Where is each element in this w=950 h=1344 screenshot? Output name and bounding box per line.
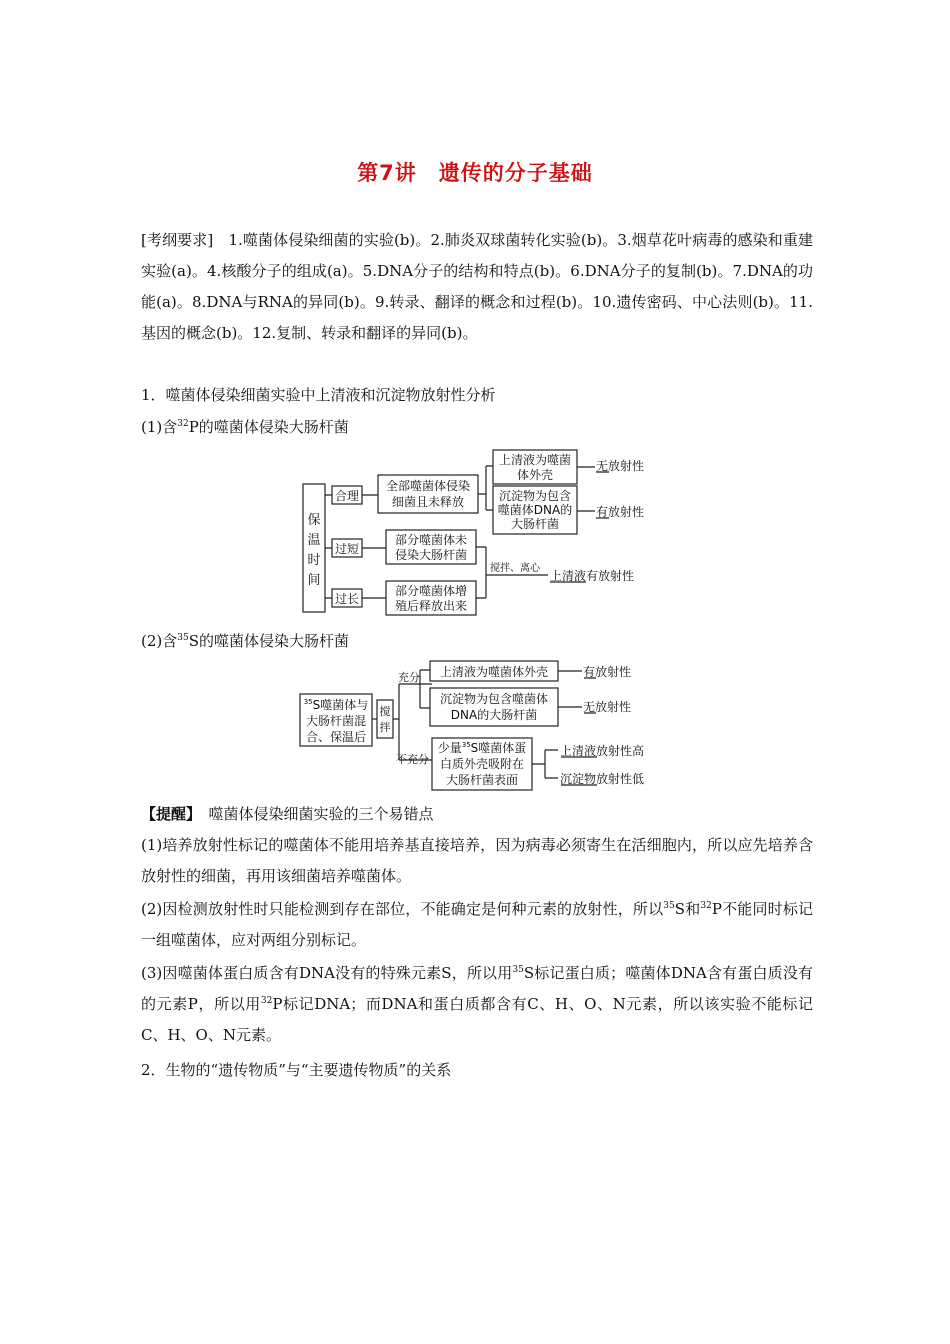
section-2-heading: 2．生物的“遗传物质”与“主要遗传物质”的关系 [141, 1061, 452, 1079]
page-title: 第7讲 遗传的分子基础 [357, 161, 593, 185]
tip-point-2: (2)因检测放射性时只能检测到存在部位，不能确定是何种元素的放射性，所以$^{35}$S和$^{32}$P不能同时标记一组噬菌体，应对两组分别标记。 [141, 900, 814, 949]
has-radioactivity: 有放射性 [596, 505, 645, 519]
svg-text:少量35S噬菌体蛋: 少量$^{35}$S噬菌体蛋 [437, 741, 527, 755]
precipitate-radioactivity-low: 沉淀物放射性低 [560, 772, 645, 786]
branch-too-short: 过短 [334, 542, 360, 556]
svg-text:搅: 搅 [379, 705, 391, 718]
section-1-sub-1: (1)含$^{32}$P的噬菌体侵染大肠杆菌 [141, 418, 349, 436]
diagram1-root-box [303, 484, 325, 612]
tip-heading: 【提醒】 噬菌体侵染细菌实验的三个易错点 [141, 805, 434, 823]
svg-text:噬菌体DNA的: 噬菌体DNA的 [497, 503, 573, 517]
svg-text:上清液为噬菌: 上清液为噬菌 [498, 453, 572, 467]
svg-text:大肠杆菌: 大肠杆菌 [510, 517, 560, 531]
tip-point-1: (1)培养放射性标记的噬菌体不能用培养基直接培养，因为病毒必须寄生在活细胞内，所以应先培养含放射性的细菌，再用该细菌培养噬菌体。 [141, 836, 813, 885]
section-1-sub-2: (2)含$^{35}$S的噬菌体侵染大肠杆菌 [141, 632, 349, 650]
svg-text:上清液为噬菌体外壳: 上清液为噬菌体外壳 [439, 665, 549, 679]
branch-reasonable: 合理 [334, 489, 360, 503]
svg-text:35S噬菌体与: $^{35}$S噬菌体与 [303, 698, 369, 712]
no-radioactivity: 无放射性 [583, 700, 632, 714]
svg-text:大肠杆菌表面: 大肠杆菌表面 [445, 773, 519, 787]
svg-text:部分噬菌体未: 部分噬菌体未 [394, 533, 468, 547]
svg-text:DNA的大肠杆菌: DNA的大肠杆菌 [450, 708, 538, 722]
has-radioactivity: 有放射性 [583, 665, 632, 679]
diagram-s35-infection [296, 656, 660, 794]
stir-sufficient: 充分 [398, 671, 420, 684]
svg-text:殖后释放出来: 殖后释放出来 [394, 599, 468, 613]
svg-text:合、保温后: 合、保温后 [305, 730, 367, 744]
result-supernatant-radioactive: 上清液有放射性 [550, 569, 635, 583]
svg-text:细菌且未释放: 细菌且未释放 [391, 495, 465, 509]
svg-text:白质外壳吸附在: 白质外壳吸附在 [439, 757, 525, 771]
stir-insufficient: 不充分 [396, 753, 429, 766]
svg-text:拌: 拌 [379, 721, 391, 734]
svg-text:体外壳: 体外壳 [516, 468, 554, 482]
tip-label: 【提醒】 [141, 805, 194, 823]
svg-text:部分噬菌体增: 部分噬菌体增 [394, 584, 468, 598]
diagram1-root-char: 保 [307, 513, 321, 528]
svg-text:侵染大肠杆菌: 侵染大肠杆菌 [394, 548, 468, 562]
svg-text:大肠杆菌混: 大肠杆菌混 [305, 714, 367, 728]
diagram1-root-char: 间 [307, 573, 321, 588]
exam-requirements [141, 225, 813, 349]
section-1-heading: 1．噬菌体侵染细菌实验中上清液和沉淀物放射性分析 [141, 386, 496, 404]
tip-point-3: (3)因噬菌体蛋白质含有DNA没有的特殊元素S，所以用$^{35}$S标记蛋白质；噬菌体DNA含有蛋白质没有的元素P，所以用$^{32}$P标记DNA；而DNA和蛋白质都含有C、H、O、N元素，所以该实验不能标记C、H、O、N元素。 [141, 964, 814, 1044]
requirements-text: 1.噬菌体侵染细菌的实验(b)。2.肺炎双球菌转化实验(b)。3.烟草花叶病毒的感染和重建实验(a)。4.核酸分子的组成(a)。5.DNA分子的结构和特点(b)。6.DNA分子的复制(b)。7.DNA的功能(a)。8.DNA与RNA的异同(b)。9.转录、翻译的概念和过程(b)。10.遗传密码、中心法则(b)。11.基因的概念(b)。12.复制、转录和翻译的异同(b)。 [141, 231, 813, 342]
diagram1-root-char: 温 [307, 533, 321, 548]
requirements-label: [考纲要求] [141, 231, 214, 249]
branch-too-long: 过长 [334, 592, 360, 606]
svg-text:沉淀物为包含: 沉淀物为包含 [498, 489, 572, 503]
svg-text:全部噬菌体侵染: 全部噬菌体侵染 [385, 479, 471, 493]
stir-centrifuge-label: 搅拌、离心 [490, 563, 540, 574]
no-radioactivity: 无放射性 [596, 459, 645, 473]
supernatant-radioactivity-high: 上清液放射性高 [560, 744, 645, 758]
diagram-p32-infection [296, 446, 676, 618]
svg-text:沉淀物为包含噬菌体: 沉淀物为包含噬菌体 [439, 692, 549, 706]
diagram1-root-char: 时 [307, 553, 321, 568]
